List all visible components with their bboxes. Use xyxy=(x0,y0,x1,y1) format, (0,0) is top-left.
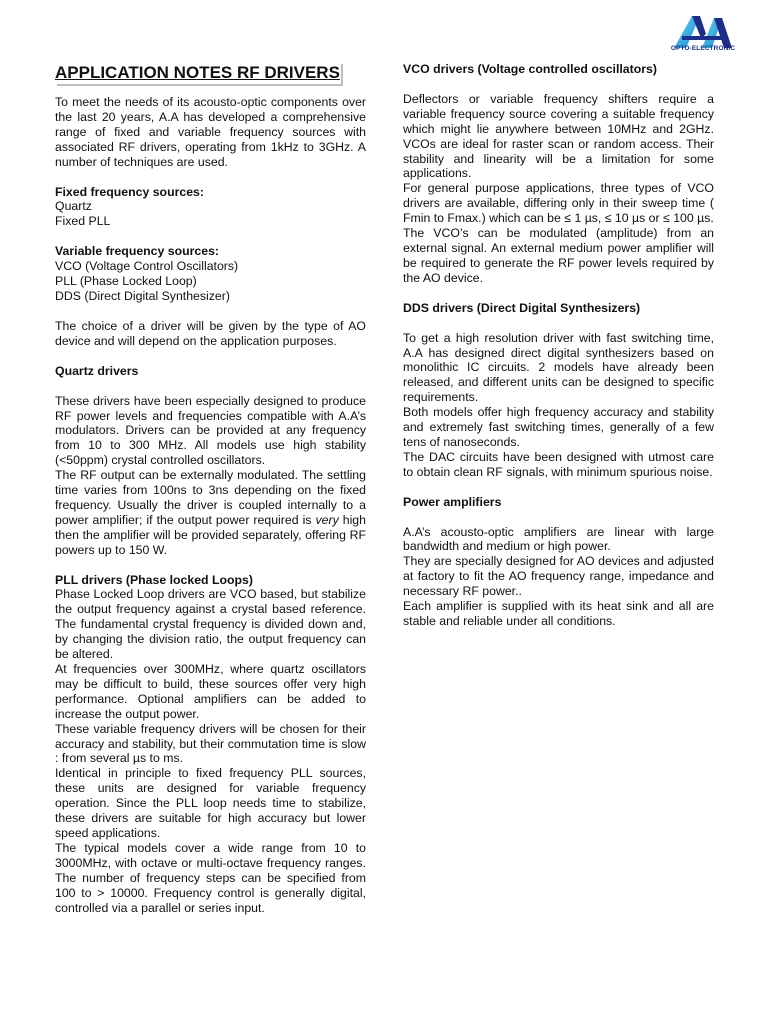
list-item: PLL (Phase Locked Loop) xyxy=(55,274,197,289)
quartz-paragraph-2: The RF output can be externally modulated. The settling time varies from 100ns to 3ns depending on the fixed frequency. Usually the driver is coupled internally to a power amplifier; if the output power required is very high then the amplifier will be provided separately, offering RF powers up to 150 W. xyxy=(55,468,366,557)
quartz-paragraph-1: These drivers have been especially designed to produce RF power levels and frequencies compatible with A.A’s modulators. Drivers can be provided at any frequency from 10 to 300 MHz. All models use high stability (<50ppm) crystal controlled oscillators. xyxy=(55,393,366,468)
pll-paragraph-4: Identical in principle to fixed frequency PLL sources, these units are designed for variable frequency operation. Since the PLL loop needs time to stabilize, these drivers are suitable for high accuracy but lower speed applications. xyxy=(55,766,366,840)
list-item: VCO (Voltage Control Oscillators) xyxy=(55,259,239,274)
list-item: DDS (Direct Digital Synthesizer) xyxy=(55,288,230,303)
vco-drivers-heading: VCO drivers (Voltage controlled oscillators) xyxy=(403,62,657,76)
quartz-drivers-heading: Quartz drivers xyxy=(55,363,139,378)
left-column xyxy=(55,62,366,915)
power-amplifiers-heading: Power amplifiers xyxy=(403,494,502,509)
dds-drivers-heading: DDS drivers (Direct Digital Synthesizers) xyxy=(403,300,641,315)
power-paragraph-3: Each amplifier is supplied with its heat sink and all are stable and reliable under all conditions. xyxy=(403,599,714,628)
variable-sources-heading: Variable frequency sources: xyxy=(55,244,220,259)
intro-paragraph: To meet the needs of its acousto-optic components over the last 20 years, A.A has developed a comprehensive range of fixed and variable frequency sources with associated RF drivers, operating from 1kHz to 3GHz. A number of techniques are used. xyxy=(55,95,366,169)
vco-paragraph-3: The VCO’s can be modulated (amplitude) from an external signal. An external medium power amplifier will be required to generate the RF power levels required by the AO device. xyxy=(403,226,714,285)
page-title: APPLICATION NOTES RF DRIVERS xyxy=(55,63,340,82)
right-column xyxy=(403,62,714,629)
emphasis-very: very xyxy=(315,512,339,527)
pll-paragraph-5: The typical models cover a wide range from 10 to 3000MHz, with octave or multi-octave frequency ranges. The number of frequency steps can be specified from 100 to > 10000. Frequency control is generally digital, controlled via a parallel or series input. xyxy=(55,840,366,915)
choice-paragraph: The choice of a driver will be given by the type of AO device and will depend on the application purposes. xyxy=(55,318,366,348)
pll-paragraph-2: At frequencies over 300MHz, where quartz oscillators may be difficult to build, these sources offer very high performance. Optional amplifiers can be added to increase the output power. xyxy=(55,662,366,721)
vco-paragraph-1: Deflectors or variable frequency shifters require a variable frequency source covering a suitable frequency which might lie anywhere between 10MHz and 2GHz. VCOs are ideal for raster scan or random access. Their stability and linearity will be a limitation for some applications. xyxy=(403,91,714,181)
fixed-sources-heading: Fixed frequency sources: xyxy=(55,184,204,199)
pll-drivers-heading: PLL drivers (Phase locked Loops) xyxy=(55,572,253,587)
pll-paragraph-3: These variable frequency drivers will be chosen for their accuracy and stability, but their commutation time is slow : from several µs to ms. xyxy=(55,721,366,766)
dds-paragraph-2: Both models offer high frequency accuracy and stability and extremely fast switching times, generally of a few tens of nanoseconds. xyxy=(403,405,714,449)
dds-paragraph-3: The DAC circuits have been designed with utmost care to obtain clean RF signals, with minimum spurious noise. xyxy=(403,449,714,479)
power-paragraph-1: A.A’s acousto-optic amplifiers are linear with large bandwidth and medium or high power. xyxy=(403,524,714,554)
power-paragraph-2: They are specially designed for AO devices and adjusted at factory to fit the AO frequency range, impedance and necessary RF power.. xyxy=(403,554,714,599)
list-item: Quartz xyxy=(55,199,92,214)
logo-brand-text: OPTO-ELECTRONIC xyxy=(670,45,736,52)
dds-paragraph-1: To get a high resolution driver with fast switching time, A.A has designed direct digital synthesizers based on monolithic IC circuits. 2 models have already been released, and different units can be designed to specific requirements. xyxy=(403,330,714,405)
list-item: Fixed PLL xyxy=(55,214,111,229)
pll-paragraph-1: Phase Locked Loop drivers are VCO based, but stabilize the output frequency against a crystal based reference. The fundamental crystal frequency is divided down and, by changing the division ratio, the output frequency can be altered. xyxy=(55,587,366,662)
vco-paragraph-2: For general purpose applications, three types of VCO drivers are available, differing only in their sweep time ( Fmin to Fmax.) which can be ≤ 1 µs, ≤ 10 µs or ≤ 100 µs. xyxy=(403,181,714,226)
